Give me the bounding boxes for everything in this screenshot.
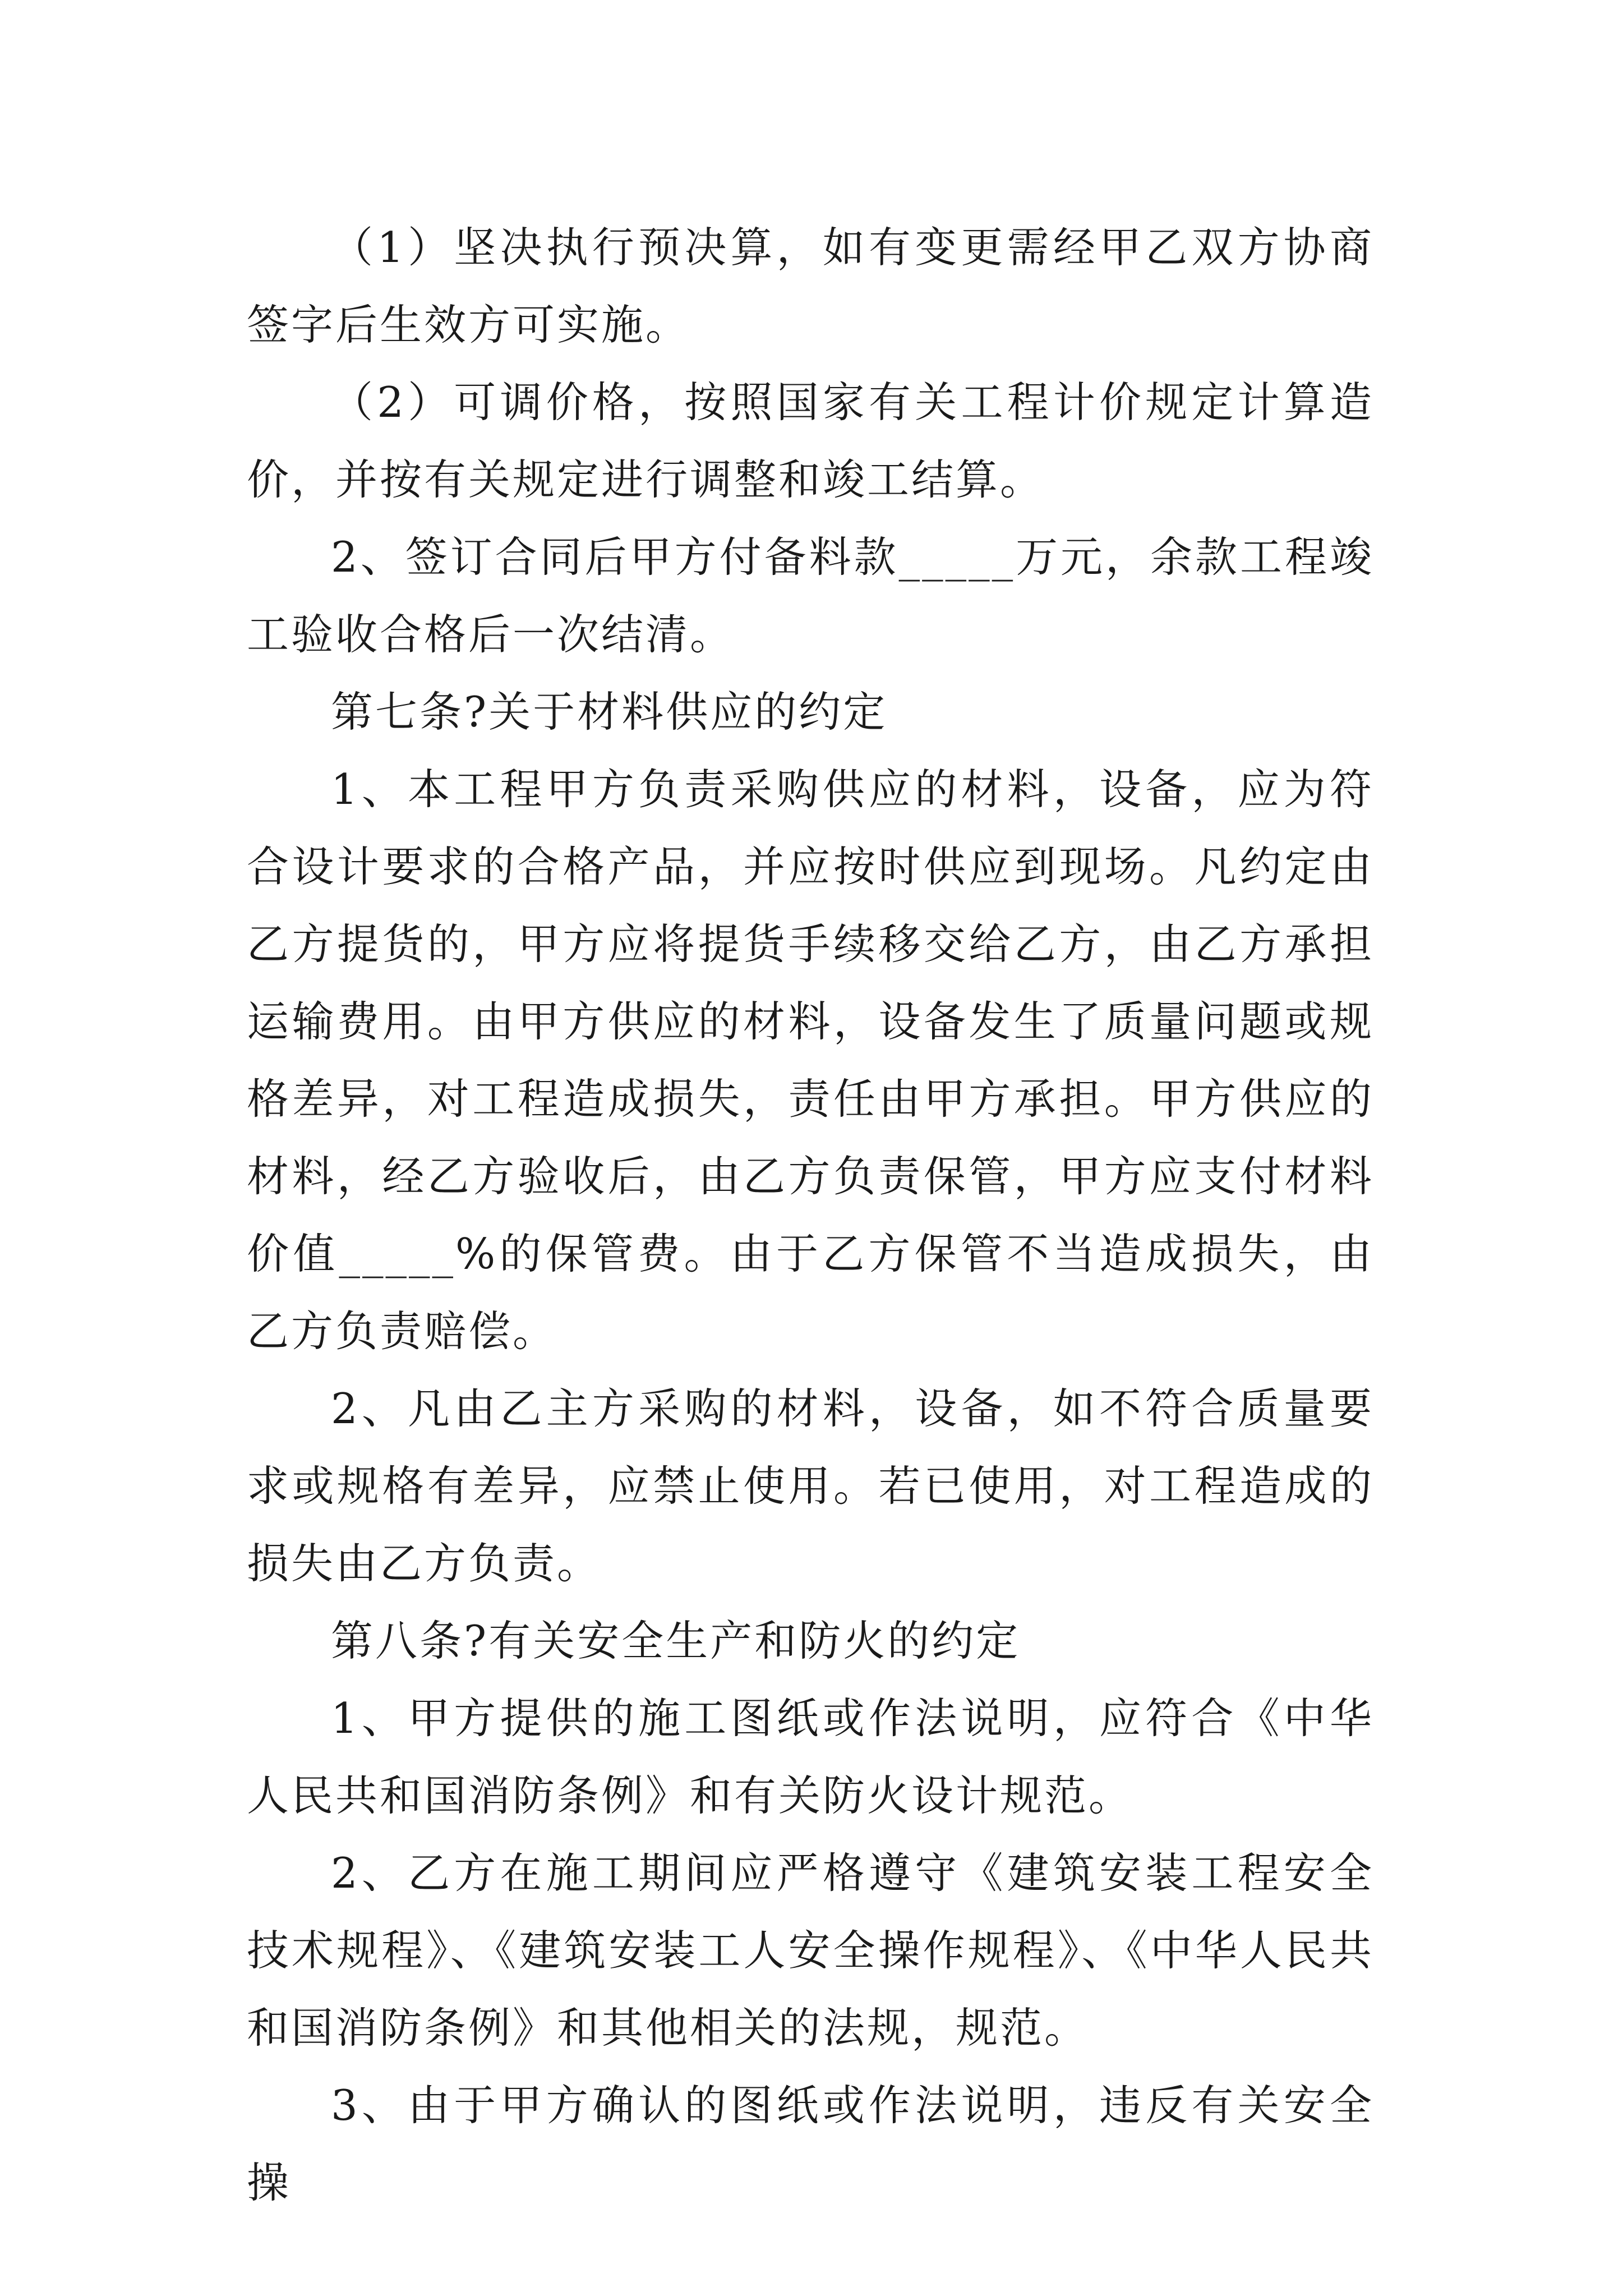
paragraph-owner-drawings-violation: 3、由于甲方确认的图纸或作法说明，违反有关安全操 bbox=[247, 2081, 1374, 2207]
paragraph-safety-regulations: 2、乙方在施工期间应严格遵守《建筑安装工程安全技术规程》、《建筑安装工人安全操作规程》、《中华人民共和国消防条例》和其他相关的法规，规范。 bbox=[247, 1848, 1374, 2053]
paragraph-owner-materials: 1、本工程甲方负责采购供应的材料，设备，应为符合设计要求的合格产品，并应按时供应到现场。凡约定由乙方提货的，甲方应将提货手续移交给乙方，由乙方承担运输费用。由甲方供应的材料，设备发生了质量问题或规格差异，对工程造成损失，责任由甲方承担。甲方供应的材料，经乙方验收后，由乙方负责保管，甲方应支付材料价值_____%的保管费。由于乙方保管不当造成损失，由乙方负责赔偿。 bbox=[247, 765, 1374, 1356]
document-body bbox=[247, 209, 1374, 2221]
paragraph-advance-payment: 2、签订合同后甲方付备料款_____万元，余款工程竣工验收合格后一次结清。 bbox=[247, 532, 1374, 659]
paragraph-contractor-materials: 2、凡由乙主方采购的材料，设备，如不符合质量要求或规格有差异，应禁止使用。若已使用，对工程造成的损失由乙方负责。 bbox=[247, 1384, 1374, 1588]
heading-article-8: 第八条?有关安全生产和防火的约定 bbox=[331, 1616, 1021, 1665]
paragraph-adjustable-price: （2）可调价格，按照国家有关工程计价规定计算造价，并按有关规定进行调整和竣工结算。 bbox=[247, 378, 1374, 504]
paragraph-budget-execution: （1）坚决执行预决算，如有变更需经甲乙双方协商签字后生效方可实施。 bbox=[247, 223, 1374, 349]
heading-article-7: 第七条?关于材料供应的约定 bbox=[331, 687, 888, 737]
paragraph-fire-code-drawings: 1、甲方提供的施工图纸或作法说明，应符合《中华人民共和国消防条例》和有关防火设计规范。 bbox=[247, 1694, 1374, 1820]
